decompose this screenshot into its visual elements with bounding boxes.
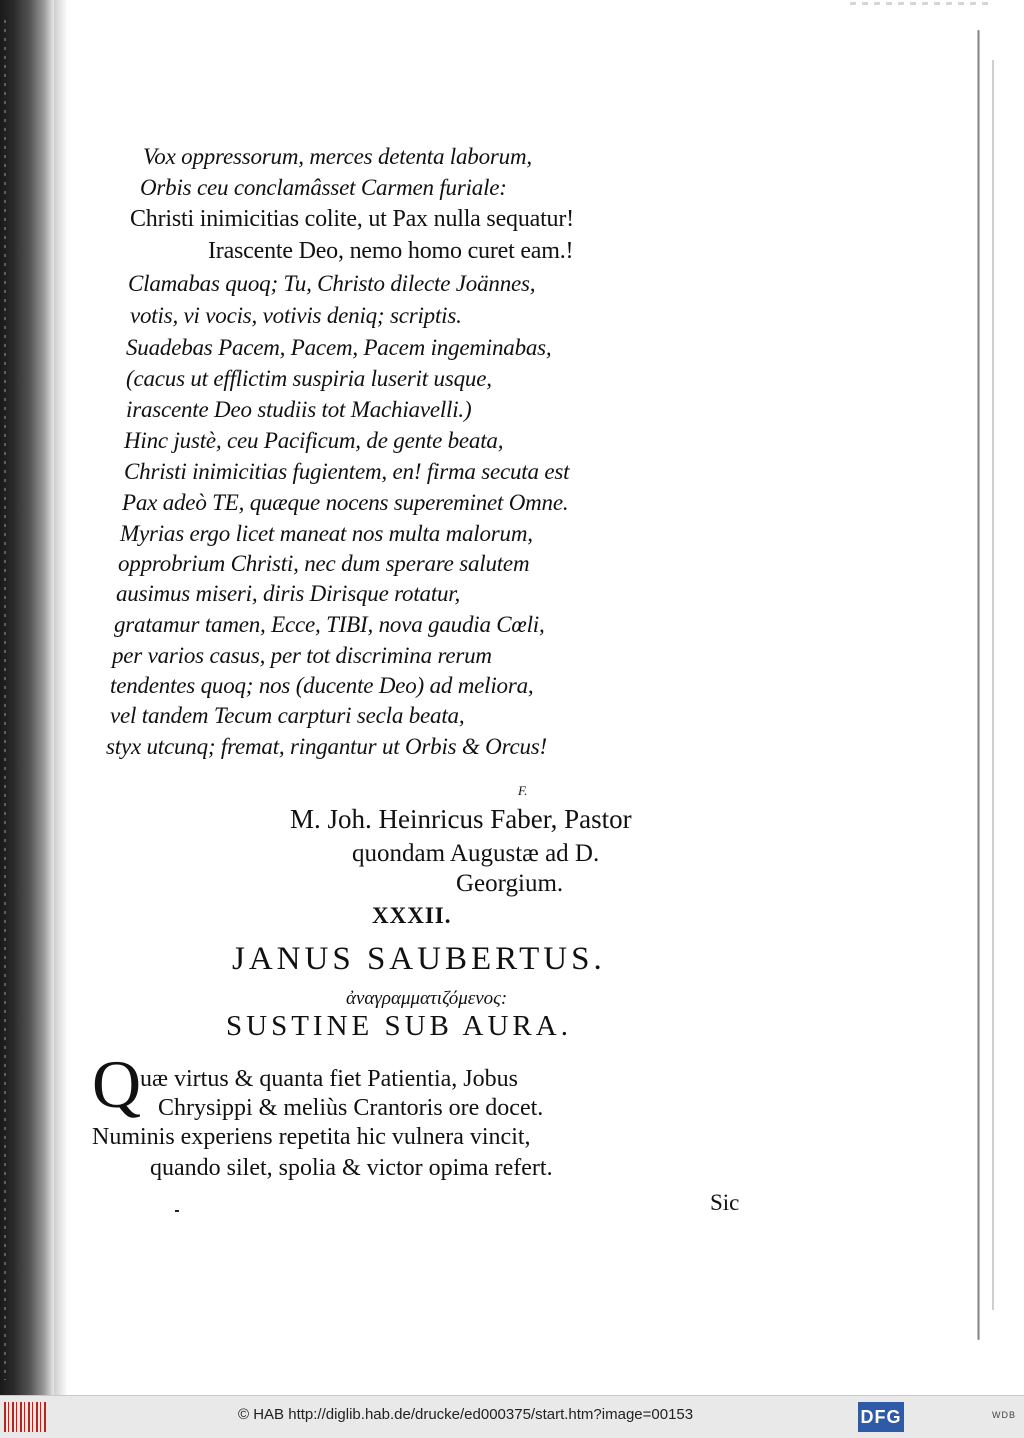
poem-line: irascente Deo studiis tot Machiavelli.) [126,397,472,422]
section-numeral: XXXII. [372,903,452,928]
verse-line-3: Numinis experiens repetita hic vulnera vincit, [92,1124,531,1150]
poem-line: vel tandem Tecum carpturi secla beata, [110,703,465,728]
signature-mark: F. [518,783,528,798]
verse-line-4: quando silet, spolia & victor opima refert. [150,1155,553,1181]
poem-line: Myrias ergo licet maneat nos multa malorum, [120,521,533,546]
poem-line: Christi inimicitias colite, ut Pax nulla sequatur! [130,206,574,232]
poem-line: (cacus ut efflictim suspiria luserit usque, [126,366,492,391]
greek-subheading: ἀναγραμματιζόμενος: [346,988,508,1009]
catchword: Sic [710,1190,740,1215]
footer-bar [0,1395,1024,1438]
poem-line: Clamabas quoq; Tu, Christo dilecte Joännes, [128,271,536,296]
poem-line: styx utcunq; fremat, ringantur ut Orbis & Orcus! [106,734,548,759]
scan-left-edge [0,0,54,1395]
poem-line: Hinc justè, ceu Pacificum, de gente beata, [124,428,504,453]
poem-line: Vox oppressorum, merces detenta laborum, [143,144,532,169]
poem-line: tendentes quoq; nos (ducente Deo) ad meliora, [110,673,534,698]
ink-mark [175,1210,179,1212]
dfg-logo: DFG [858,1402,904,1432]
footer-credit-link[interactable]: © HAB http://diglib.hab.de/drucke/ed000375/start.htm?image=00153 [238,1406,694,1423]
page-gutter-shadow [54,0,68,1395]
signature-line-3: Georgium. [456,870,564,897]
drop-cap: Q [92,1046,142,1122]
anagram-heading: SUSTINE SUB AURA. [226,1010,572,1042]
scan-right-edge [977,30,980,1340]
section-name-heading: JANUS SAUBERTUS. [232,941,606,977]
poem-line: Orbis ceu conclamâsset Carmen furiale: [140,175,507,200]
wdb-label: WDB [992,1410,1016,1420]
scan-right-edge-inner [992,60,994,1310]
poem-line: gratamur tamen, Ecce, TIBI, nova gaudia Cœli, [114,612,545,637]
poem-line: Suadebas Pacem, Pacem, Pacem ingeminabas, [126,335,552,360]
signature-line-2: quondam Augustæ ad D. [352,840,600,867]
verse-line-2: Chrysippi & meliùs Crantoris ore docet. [158,1095,544,1121]
poem-line: votis, vi vocis, votivis deniq; scriptis. [130,303,462,328]
verse-line-1: uæ virtus & quanta fiet Patientia, Jobus [140,1066,518,1092]
signature-line-1: M. Joh. Heinricus Faber, Pastor [290,804,632,834]
poem-line: Pax adeò TE, quæque nocens supereminet Omne. [122,490,569,515]
barcode-icon [4,1402,48,1432]
poem-line: Christi inimicitias fugientem, en! firma secuta est [124,459,570,484]
scan-top-mark [850,2,990,5]
poem-line: per varios casus, per tot discrimina rerum [112,643,492,668]
poem-line: Irascente Deo, nemo homo curet eam.! [208,238,574,264]
poem-line: ausimus miseri, diris Dirisque rotatur, [116,581,461,606]
poem-line: opprobrium Christi, nec dum sperare salutem [118,551,530,576]
